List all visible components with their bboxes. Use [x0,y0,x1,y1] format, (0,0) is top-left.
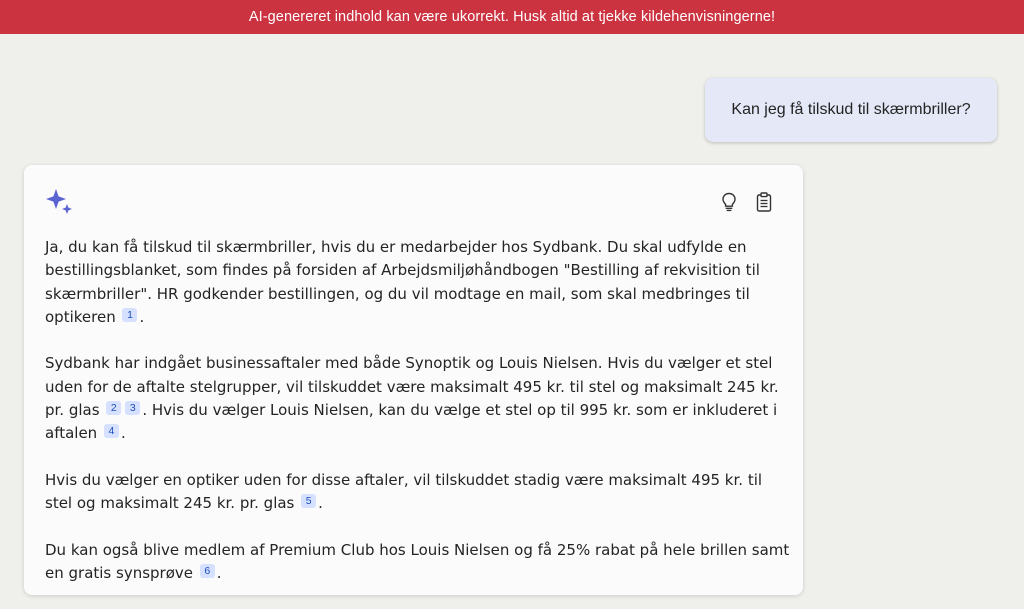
banner-text: AI-genereret indhold kan være ukorrekt. Husk altid at tjekke kildehenvisningerne! [248,9,776,25]
paragraph-text: Ja, du kan få tilskud til skærmbriller, hvis du er medarbejder hos Sydbank. Du skal udfylde en bestillingsblanket, som findes på forsiden af Arbejdsmiljøhåndbogen "Bestilling af rekvisition til skærmbriller". HR godkender bestillingen, og du vil modtage en mail, som skal medbringes til optikeren [45,238,760,326]
paragraph-end: . [318,494,323,513]
paragraph-end: . [216,564,222,583]
copy-clipboard-button[interactable] [753,191,775,213]
paragraph-text: Hvis du vælger en optiker uden for disse aftaler, vil tilskuddet stadig være maksimalt 495 kr. til stel og maksimalt 245 kr. pr. glas [45,470,763,513]
paragraph-end: . [139,307,145,326]
answer-paragraph-3 [45,469,790,516]
citation-2-badge[interactable]: 2 [106,401,121,415]
lightbulb-button[interactable] [718,191,740,213]
citation-5-badge[interactable]: 5 [301,494,316,508]
paragraph-text: Sydbank har indgået businessaftaler med både Synoptik og Louis Nielsen. Hvis du vælger et stel uden for de aftalte stelgrupper, vil tilskuddet være maksimalt 495 kr. til stel og maksimalt 245 kr. pr. glas [45,354,779,420]
user-message-bubble [705,78,997,142]
citation-6-badge[interactable]: 6 [200,564,215,578]
answer-paragraph-1 [45,236,790,329]
citation-3-badge[interactable]: 3 [125,401,140,415]
assistant-answer-card [24,165,803,595]
paragraph-end: . [120,424,126,443]
paragraph-text: Du kan også blive medlem af Premium Club hos Louis Nielsen og få 25% rabat på hele brillen samt en gratis synsprøve [45,540,790,583]
ai-disclaimer-banner [0,0,1024,34]
paragraph-text-continued: . Hvis du vælger Louis Nielsen, kan du vælge et stel op til 995 kr. som er inkluderet i aftalen [45,401,778,443]
sparkle-icon [46,187,74,215]
answer-text [45,236,790,609]
citation-4-badge[interactable]: 4 [104,424,119,438]
clipboard-icon [755,192,773,212]
user-message-text: Kan jeg få tilskud til skærmbriller? [731,101,971,118]
answer-paragraph-4 [45,539,790,586]
answer-paragraph-2 [45,352,790,445]
lightbulb-icon [720,192,738,212]
citation-1-badge[interactable]: 1 [122,308,137,322]
